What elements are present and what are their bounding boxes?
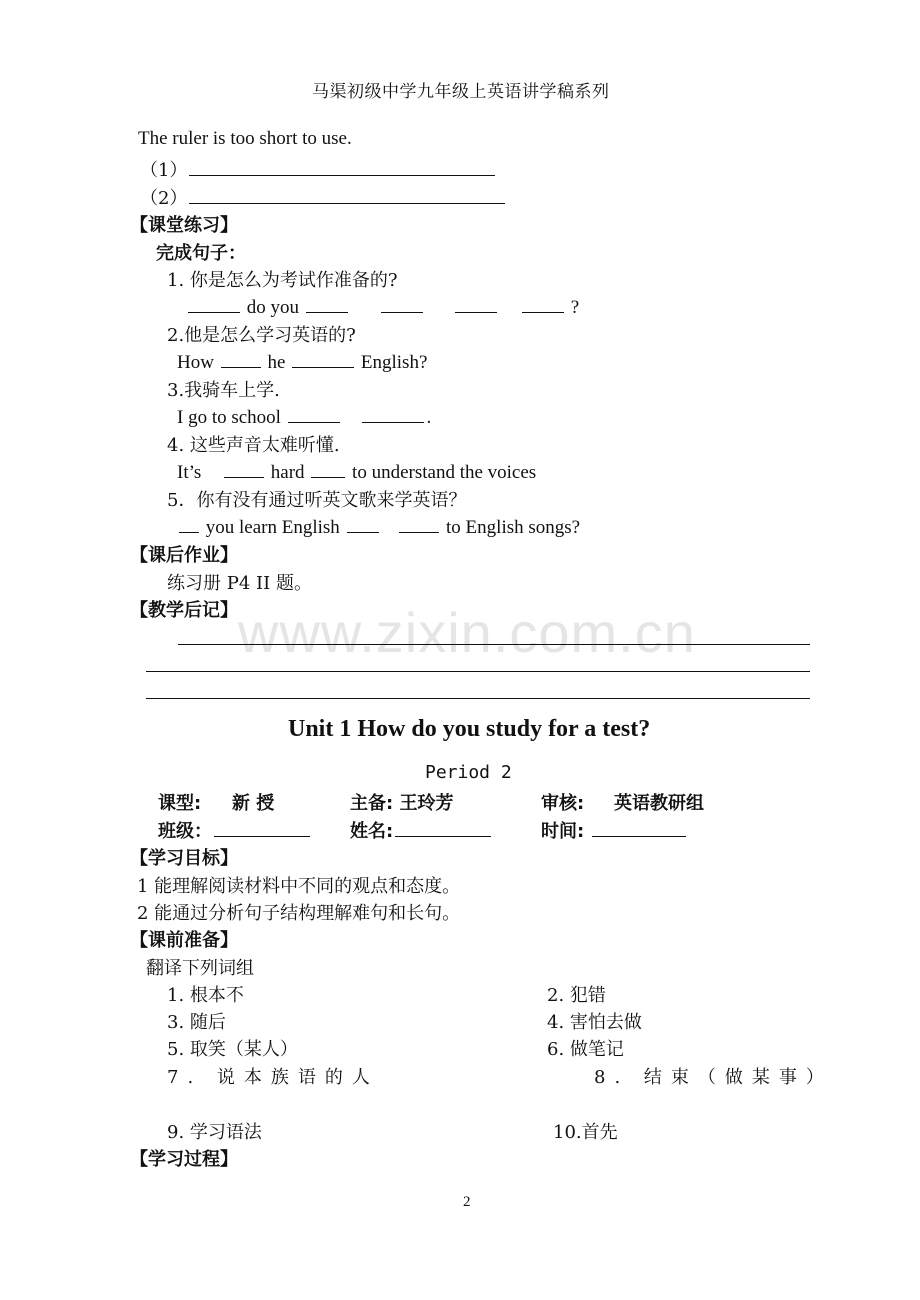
- answer-text: to English songs?: [446, 517, 581, 538]
- type-label: 课型:: [158, 793, 202, 814]
- phrase-item: 4. 害怕去做: [547, 1012, 642, 1033]
- time-field: [541, 817, 688, 843]
- blank: [288, 404, 340, 423]
- answer-text: .: [426, 407, 432, 428]
- answer-text: English?: [360, 352, 428, 373]
- answer-text: How: [177, 352, 214, 373]
- section-process: 【学习过程】: [130, 1149, 238, 1170]
- blank: [522, 294, 564, 313]
- host-label: 主备: 王玲芳: [350, 793, 454, 814]
- blank: [381, 294, 423, 313]
- item-number: （1）: [140, 160, 188, 181]
- exercise-question: 1. 你是怎么为考试作准备的?: [167, 270, 398, 291]
- phrase-item: 5. 取笑（某人）: [167, 1039, 298, 1060]
- complete-sentences-label: 完成句子：: [156, 243, 246, 264]
- blank: [221, 349, 261, 368]
- page-header: 马渠初级中学九年级上英语讲学稿系列: [312, 82, 610, 102]
- blank: [395, 818, 491, 837]
- exercise-answer: [177, 349, 427, 374]
- blank: [455, 294, 497, 313]
- answer-text: to understand the voices: [352, 462, 537, 483]
- blank: [592, 818, 686, 837]
- answer-text: hard: [270, 462, 305, 483]
- writing-line: [146, 671, 810, 672]
- review-label: 审核:: [541, 793, 585, 814]
- answer-text: ?: [570, 297, 580, 318]
- answer-line-2: [140, 184, 507, 210]
- unit-title: Unit 1 How do you study for a test?: [288, 716, 651, 742]
- exercise-answer: [177, 459, 536, 484]
- watermark: www.zixin.com.cn: [238, 601, 696, 664]
- name-field: [350, 817, 493, 843]
- answer-text: you learn English: [205, 517, 340, 538]
- answer-text: do you: [246, 297, 299, 318]
- phrase-item: 1. 根本不: [167, 985, 244, 1006]
- phrase-item: 8. 结束（做某事）: [594, 1067, 833, 1088]
- blank: [214, 818, 310, 837]
- writing-line: [146, 698, 810, 699]
- writing-line: [178, 644, 810, 645]
- exercise-question: 3.我骑车上学.: [167, 380, 280, 401]
- name-label: 姓名:: [350, 821, 394, 842]
- section-homework: 【课后作业】: [130, 545, 238, 566]
- phrase-item: 2. 犯错: [547, 985, 606, 1006]
- blank: [179, 514, 199, 533]
- blank: [311, 459, 345, 478]
- section-classwork: 【课堂练习】: [130, 215, 238, 236]
- exercise-answer: [177, 514, 580, 539]
- exercise-question: 2.他是怎么学习英语的?: [167, 325, 356, 346]
- section-prep: 【课前准备】: [130, 930, 238, 951]
- phrase-item: 9. 学习语法: [167, 1122, 262, 1143]
- exercise-question: 4. 这些声音太难听懂.: [167, 435, 340, 456]
- answer-text: I go to school: [177, 407, 281, 428]
- item-number: （2）: [140, 188, 188, 209]
- blank: [306, 294, 348, 313]
- answer-text: he: [267, 352, 286, 373]
- phrase-item: 3. 随后: [167, 1012, 226, 1033]
- phrase-item: 6. 做笔记: [547, 1039, 624, 1060]
- blank: [224, 459, 264, 478]
- period-label: Period 2: [425, 762, 512, 783]
- answer-text: It’s: [177, 462, 202, 483]
- class-label: 班级：: [158, 821, 212, 842]
- goal-item: 2 能通过分析句子结构理解难句和长句。: [137, 903, 461, 924]
- homework-text: 练习册 P4 II 题。: [167, 573, 312, 594]
- review-value: 英语教研组: [614, 793, 704, 814]
- blank: [292, 349, 354, 368]
- type-value: 新 授: [232, 793, 275, 814]
- section-afterword: 【教学后记】: [130, 600, 238, 621]
- exercise-question: 5．你有没有通过听英文歌来学英语？: [167, 490, 467, 511]
- page-number: 2: [463, 1194, 471, 1210]
- translate-intro: 翻译下列词组: [146, 958, 254, 979]
- blank: [399, 514, 439, 533]
- class-field: [158, 817, 312, 843]
- blank: [362, 404, 424, 423]
- exercise-answer: [177, 404, 431, 429]
- section-goals: 【学习目标】: [130, 848, 238, 869]
- exercise-answer: [186, 294, 579, 319]
- goal-item: 1 能理解阅读材料中不同的观点和态度。: [137, 876, 461, 897]
- time-label: 时间:: [541, 821, 585, 842]
- example-sentence: The ruler is too short to use.: [138, 128, 352, 149]
- blank: [188, 294, 240, 313]
- blank: [189, 185, 505, 204]
- blank: [347, 514, 379, 533]
- phrase-item: 10.首先: [553, 1122, 618, 1143]
- answer-line-1: [140, 156, 497, 182]
- blank: [189, 157, 495, 176]
- phrase-item: 7. 说本族语的人: [167, 1067, 379, 1088]
